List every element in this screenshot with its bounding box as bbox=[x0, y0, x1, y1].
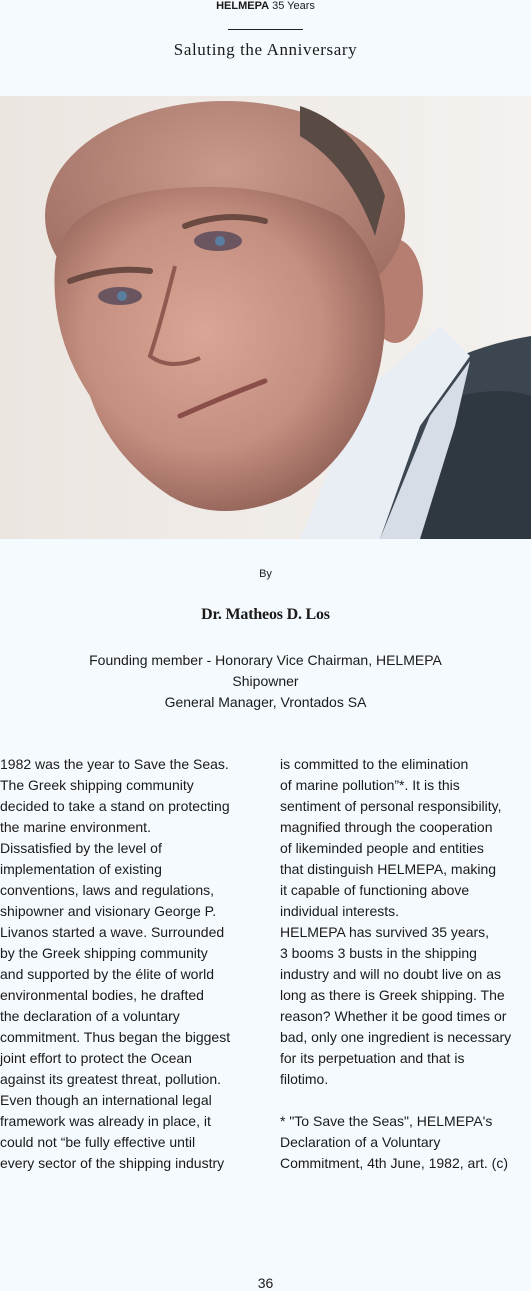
body-line: HELMEPA has survived 35 years, bbox=[280, 924, 490, 940]
body-line: decided to take a stand on protecting bbox=[0, 798, 230, 814]
body-line: framework was already in place, it bbox=[0, 1113, 211, 1129]
body-line: every sector of the shipping industry bbox=[0, 1155, 225, 1171]
body-line: of marine pollution”*. It is this bbox=[280, 777, 460, 793]
body-line: bad, only one ingredient is necessary bbox=[280, 1029, 512, 1045]
footnote-line: Declaration of a Voluntary bbox=[280, 1134, 441, 1150]
body-line: that distinguish HELMEPA, making bbox=[280, 861, 497, 877]
body-line: shipowner and visionary George P. bbox=[0, 903, 217, 919]
byline: By bbox=[259, 568, 272, 580]
body-line: could not “be fully effective until bbox=[0, 1134, 196, 1150]
body-line: by the Greek shipping community bbox=[0, 945, 208, 961]
portrait-illustration bbox=[0, 96, 531, 539]
body-line: joint effort to protect the Ocean bbox=[0, 1050, 192, 1066]
body-line: against its greatest threat, pollution. bbox=[0, 1071, 222, 1087]
body-line: individual interests. bbox=[280, 903, 400, 919]
section-title: Saluting the Anniversary bbox=[173, 40, 358, 59]
body-line: implementation of existing bbox=[0, 861, 162, 877]
body-column-right bbox=[280, 754, 531, 1174]
paragraph-gap bbox=[280, 1090, 531, 1111]
body-line: conventions, laws and regulations, bbox=[0, 882, 215, 898]
body-line: long as there is Greek shipping. The bbox=[280, 987, 505, 1003]
body-column-left bbox=[0, 754, 262, 1174]
body-line: the declaration of a voluntary bbox=[0, 1008, 180, 1024]
footnote-line: * "To Save the Seas", HELMEPA's bbox=[280, 1113, 493, 1129]
body-line: for its perpetuation and that is bbox=[280, 1050, 465, 1066]
running-head-brand: HELMEPA bbox=[216, 0, 270, 12]
body-line: 3 booms 3 busts in the shipping bbox=[280, 945, 477, 961]
body-line: it capable of functioning above bbox=[280, 882, 470, 898]
body-line: industry and will no doubt live on as bbox=[280, 966, 502, 982]
body-line: Livanos started a wave. Surrounded bbox=[0, 924, 225, 940]
body-line: environmental bodies, he drafted bbox=[0, 987, 204, 1003]
header-divider bbox=[228, 29, 303, 30]
portrait-photo bbox=[0, 96, 531, 539]
body-line: sentiment of personal responsibility, bbox=[280, 798, 502, 814]
body-line: Dissatisfied by the level of bbox=[0, 840, 162, 856]
running-head bbox=[0, 0, 531, 12]
body-line: is committed to the elimination bbox=[280, 756, 469, 772]
author-roles bbox=[0, 650, 531, 713]
author-name: Dr. Matheos D. Los bbox=[201, 606, 330, 623]
body-line: the marine environment. bbox=[0, 819, 151, 835]
author-role: General Manager, Vrontados SA bbox=[164, 694, 367, 710]
body-line: and supported by the élite of world bbox=[0, 966, 215, 982]
page-number: 36 bbox=[257, 1275, 274, 1291]
footnote-line: Commitment, 4th June, 1982, art. (c) bbox=[280, 1155, 508, 1171]
running-head-years: 35 Years bbox=[272, 0, 315, 12]
body-line: Even though an international legal bbox=[0, 1092, 212, 1108]
body-line: filotimo. bbox=[280, 1071, 329, 1087]
body-line: The Greek shipping community bbox=[0, 777, 194, 793]
author-role: Founding member - Honorary Vice Chairman, HELMEPA bbox=[89, 652, 442, 668]
body-line: magnified through the cooperation bbox=[280, 819, 493, 835]
body-line: reason? Whether it be good times or bbox=[280, 1008, 507, 1024]
body-line: commitment. Thus began the biggest bbox=[0, 1029, 231, 1045]
body-line: 1982 was the year to Save the Seas. bbox=[0, 756, 229, 772]
body-line: of likeminded people and entities bbox=[280, 840, 484, 856]
author-role: Shipowner bbox=[232, 673, 299, 689]
